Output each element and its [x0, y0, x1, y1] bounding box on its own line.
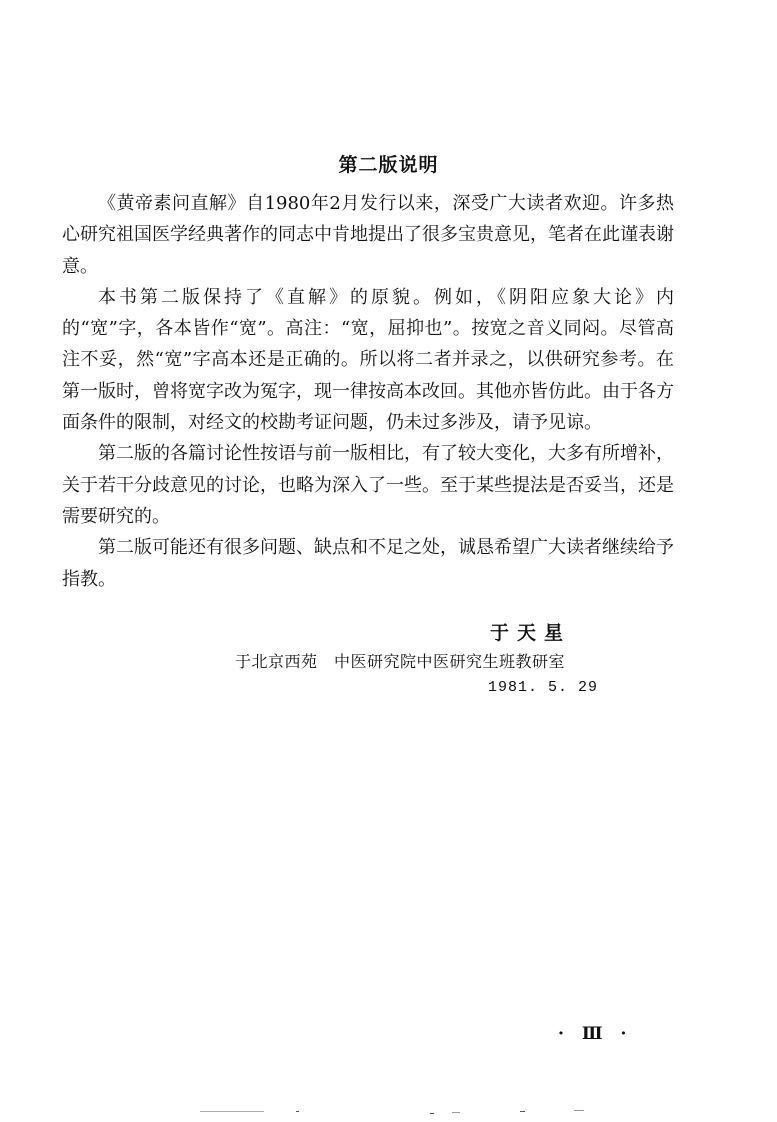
scan-speck [296, 1111, 299, 1112]
paragraph-3: 第二版的各篇讨论性按语与前一版相比，有了较大变化，大多有所增补，关于若干分歧意见的讨论，也略为深入了一些。至于某些提法是否妥当，还是需要研究的。 [62, 443, 674, 527]
scan-speck [520, 1111, 525, 1112]
paragraph-4: 第二版可能还有很多问题、缺点和不足之处，诚恳希望广大读者继续给予指教。 [62, 537, 674, 590]
page-number: · Ⅲ · [558, 1024, 633, 1044]
page-title: 第二版说明 [338, 154, 439, 176]
paragraph-1: 《黄帝素问直解》自1980年2月发行以来，深受广大读者欢迎。许多热心研究祖国医学经典著作的同志中肯地提出了很多宝贵意见，笔者在此谨表谢意。 [62, 193, 674, 277]
scan-speck [452, 1112, 460, 1113]
body-text [62, 188, 674, 595]
scan-speck [574, 1110, 584, 1111]
scan-speck [430, 1113, 434, 1114]
signature-date: 1981. 5. 29 [488, 679, 599, 696]
author-name: 于天星 [490, 622, 572, 644]
paragraph-2: 本书第二版保持了《直解》的原貌。例如，《阴阳应象大论》内的“宽”字，各本皆作“宽”。高注：“宽，屈抑也”。按宽之音义同闷。尽管高注不妥，然“宽”字高本还是正确的。所以将二者并录之，以供研究参考。在第一版时，曾将宽字改为冤字，现一律按高本改回。其他亦皆仿此。由于各方面条件的限制，对经文的校勘考证问题，仍未过多涉及，请予见谅。 [62, 286, 674, 434]
scan-speck [200, 1111, 264, 1112]
author-affiliation: 于北京西苑 中医研究院中医研究生班教研室 [235, 652, 566, 671]
